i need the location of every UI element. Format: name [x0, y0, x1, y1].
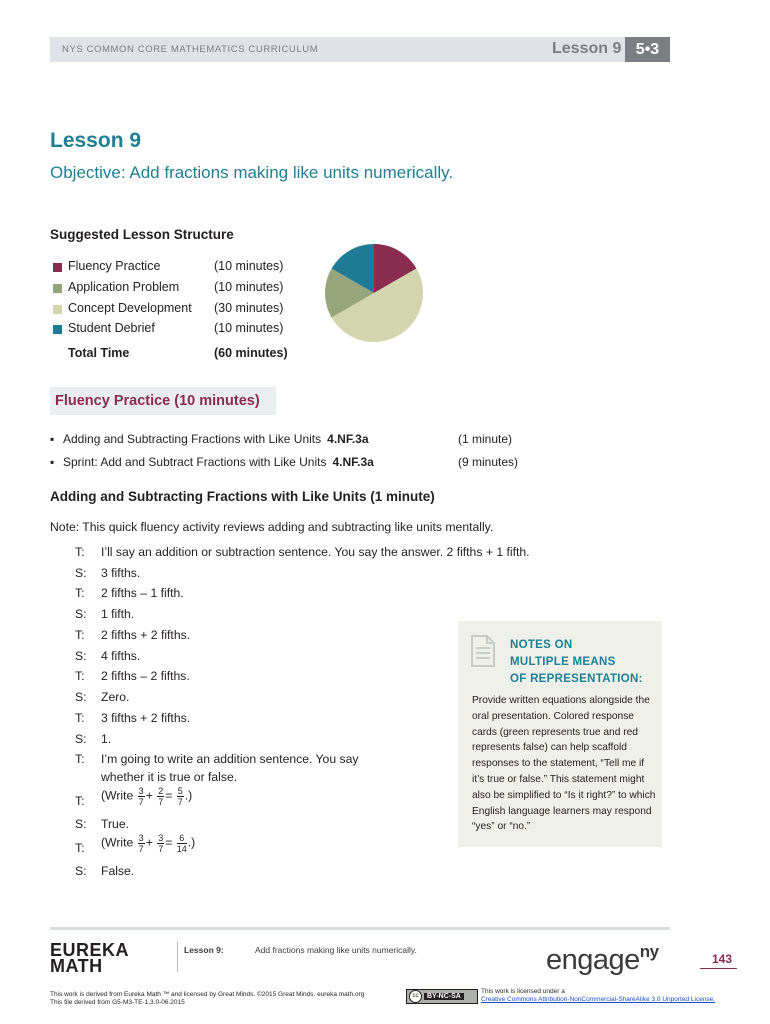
- fluency-bullet: [50, 455, 530, 473]
- cc-license-icon[interactable]: [406, 989, 478, 1004]
- speaker: T:: [75, 711, 85, 725]
- activity-note: Note: This quick fluency activity reviews adding and subtracting like units mentally.: [50, 520, 494, 534]
- line-text: whether it is true or false.: [101, 770, 238, 784]
- line-text: False.: [101, 864, 135, 878]
- numerator: 3: [138, 833, 144, 843]
- speaker: S:: [75, 732, 87, 746]
- notes-body: Provide written equations alongside the oral presentation. Colored response cards (green represents true and red represents false) can help scaffold responses to the statement, “Tell me if it’s true or false.” This statement might also be simplified to “Is it right?” to which English language learners may respond “yes” or “no.”: [472, 695, 656, 833]
- structure-name: Concept Development: [68, 301, 192, 315]
- speaker: S:: [75, 864, 87, 878]
- module-badge: 5•3: [625, 37, 670, 62]
- footer-vertical-divider: [177, 942, 178, 972]
- denominator: 7: [138, 797, 144, 807]
- bullet-time: (1 minute): [458, 432, 513, 446]
- credit-line: This file derived from G5-M3-TE-1.3.0-06.2015: [50, 999, 185, 1006]
- activity-heading: Adding and Subtracting Fractions with Like Units (1 minute): [50, 489, 435, 504]
- license-text: [481, 988, 715, 1004]
- speaker: T:: [75, 752, 85, 766]
- bullet-icon: ▪: [50, 432, 55, 446]
- footer-lesson: Lesson 9:: [184, 945, 224, 955]
- denominator: 7: [158, 844, 164, 854]
- structure-time: (10 minutes): [214, 321, 284, 335]
- numerator: 3: [158, 833, 164, 843]
- structure-time: (10 minutes): [214, 280, 284, 294]
- equation-suffix: .): [187, 835, 196, 850]
- footer-description: Add fractions making like units numerically.: [255, 945, 417, 955]
- bullet-code: 4.NF.3a: [327, 432, 369, 446]
- structure-name: Fluency Practice: [68, 259, 161, 273]
- speaker: T:: [75, 545, 85, 559]
- debrief-swatch: [53, 325, 62, 334]
- equation-prefix: (Write: [101, 788, 134, 803]
- equation-suffix: .): [184, 788, 193, 803]
- line-text: Zero.: [101, 690, 130, 704]
- fraction: [177, 833, 187, 854]
- line-text: 4 fifths.: [101, 649, 141, 663]
- line-text: 3 fifths + 2 fifths.: [101, 711, 191, 725]
- speaker: S:: [75, 649, 87, 663]
- fraction: [138, 833, 145, 854]
- line-text: 1.: [101, 732, 112, 746]
- footer-divider: [50, 927, 670, 930]
- eureka-math-logo: [50, 942, 129, 974]
- speaker: T:: [75, 586, 85, 600]
- numerator: 5: [177, 786, 183, 796]
- fluency-title: Fluency Practice (10 minutes): [55, 393, 260, 409]
- lesson-title: Lesson 9: [50, 129, 142, 152]
- structure-time: (10 minutes): [214, 259, 284, 273]
- total-label: Total Time: [68, 346, 130, 360]
- fraction: [177, 786, 184, 807]
- fraction: [138, 786, 145, 807]
- document-icon: [470, 634, 496, 668]
- objective: Objective: Add fractions making like units numerically.: [50, 163, 454, 182]
- bullet-text: [63, 432, 369, 446]
- speaker: S:: [75, 607, 87, 621]
- equation-line: (Write $\frac{3}{7}$ + $\frac{2}{7}$ = $\frac{5}{7}$ .): [101, 786, 193, 807]
- bullet-activity: Adding and Subtracting Fractions with Like Units: [63, 432, 322, 446]
- header-lesson: Lesson 9: [552, 40, 622, 57]
- bullet-text: [63, 455, 374, 469]
- logo-line: EUREKA: [50, 940, 130, 960]
- logo-text: engage: [546, 944, 640, 976]
- numerator: 2: [158, 786, 164, 796]
- structure-name: Student Debrief: [68, 321, 155, 335]
- page-number-rule: [700, 968, 737, 969]
- fluency-swatch: [53, 263, 62, 272]
- line-text: 2 fifths + 2 fifths.: [101, 628, 191, 642]
- engageny-logo: [546, 942, 659, 977]
- concept-swatch: [53, 305, 62, 314]
- cc-label: BY-NC-SA: [424, 993, 464, 1000]
- curriculum-title: NYS COMMON CORE MATHEMATICS CURRICULUM: [62, 44, 319, 55]
- bullet-activity: Sprint: Add and Subtract Fractions with Like Units: [63, 455, 327, 469]
- bullet-icon: ▪: [50, 455, 55, 469]
- denominator: 7: [138, 844, 144, 854]
- structure-name: Application Problem: [68, 280, 180, 294]
- speaker: S:: [75, 690, 87, 704]
- speaker: T:: [75, 628, 85, 642]
- logo-line: MATH: [50, 956, 103, 976]
- lesson-pie-chart: [324, 242, 424, 344]
- line-text: I’ll say an addition or subtraction sentence. You say the answer. 2 fifths + 1 fifth.: [101, 545, 530, 559]
- line-text: 1 fifth.: [101, 607, 135, 621]
- line-text: 3 fifths.: [101, 566, 141, 580]
- notes-title-line: OF REPRESENTATION:: [510, 673, 643, 685]
- numerator: 6: [177, 833, 187, 844]
- denominator: 14: [176, 844, 187, 854]
- bullet-time: (9 minutes): [458, 455, 519, 469]
- speaker: T:: [75, 794, 85, 808]
- line-text: 2 fifths – 2 fifths.: [101, 669, 190, 683]
- fraction: [157, 786, 164, 807]
- line-text: 2 fifths – 1 fifth.: [101, 586, 184, 600]
- notes-title-line: MULTIPLE MEANS: [510, 656, 616, 668]
- fluency-bullet: [50, 432, 530, 450]
- credit-text: [50, 991, 364, 1007]
- bullet-code: 4.NF.3a: [332, 455, 374, 469]
- fraction: [157, 833, 164, 854]
- cc-icon: cc: [409, 990, 422, 1003]
- credit-line: This work is derived from Eureka Math ™ and licensed by Great Minds. ©2015 Great Minds. eureka math.org: [50, 991, 365, 998]
- total-time: (60 minutes): [214, 346, 288, 360]
- speaker: S:: [75, 566, 87, 580]
- speaker: T:: [75, 841, 85, 855]
- license-line: This work is licensed under a: [481, 988, 565, 995]
- structure-time: (30 minutes): [214, 301, 284, 315]
- equation-prefix: (Write: [101, 835, 134, 850]
- notes-title: [510, 637, 643, 688]
- speaker: S:: [75, 817, 87, 831]
- denominator: 7: [177, 797, 183, 807]
- equation-line: (Write $\frac{3}{7}$ + $\frac{3}{7}$ = $\frac{6}{14}$ .): [101, 833, 196, 854]
- logo-sup: ny: [639, 942, 659, 961]
- page-number: 143: [712, 952, 733, 966]
- application-swatch: [53, 284, 62, 293]
- numerator: 3: [138, 786, 144, 796]
- line-text: I’m going to write an addition sentence. You say: [101, 752, 359, 766]
- structure-heading: Suggested Lesson Structure: [50, 227, 234, 242]
- speaker: T:: [75, 669, 85, 683]
- denominator: 7: [158, 797, 164, 807]
- line-text: True.: [101, 817, 129, 831]
- license-link[interactable]: Creative Commons Attribution-NonCommercial-ShareAlike 3.0 Unported License.: [481, 996, 716, 1003]
- notes-title-line: NOTES ON: [510, 639, 573, 651]
